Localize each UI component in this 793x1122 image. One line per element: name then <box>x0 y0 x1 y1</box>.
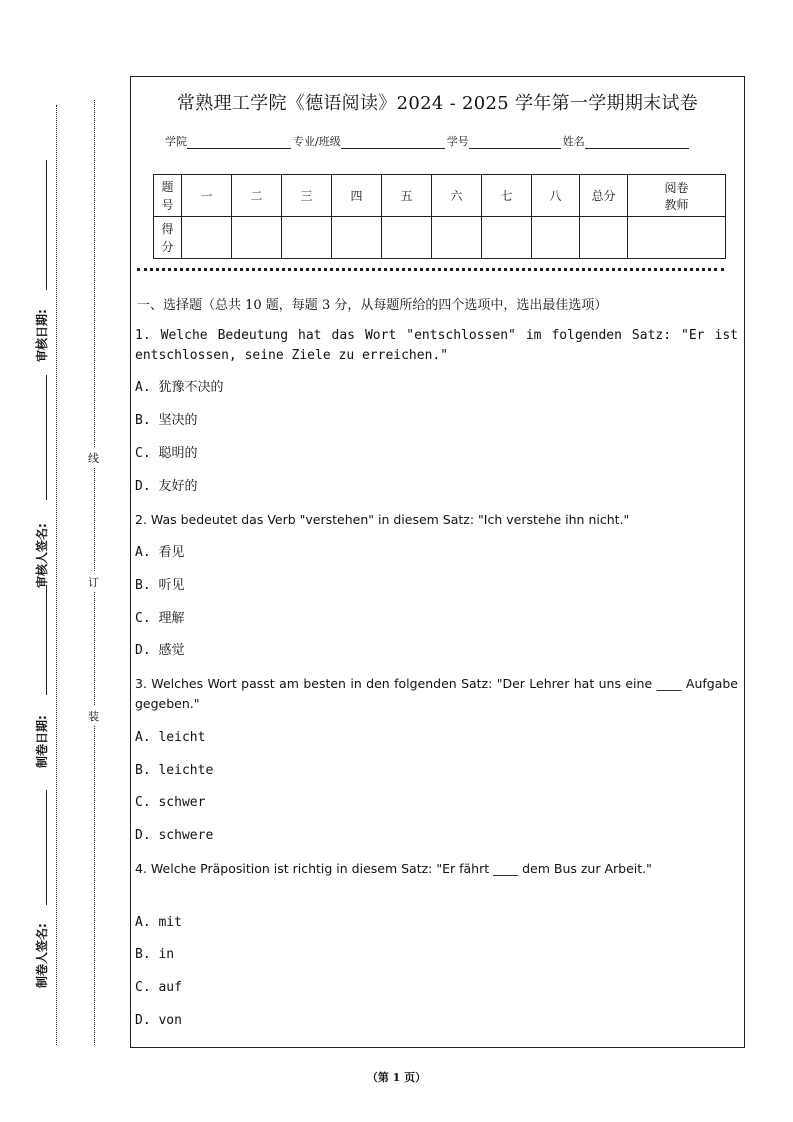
option-item[interactable]: A. mit <box>135 915 182 930</box>
option-item[interactable]: D. von <box>135 1013 182 1028</box>
option-item[interactable]: B. 坚决的 <box>135 413 198 428</box>
make-date-label: 制卷日期: <box>35 715 49 768</box>
student-info-row <box>165 133 691 149</box>
score-cell[interactable] <box>482 217 532 259</box>
section-heading: 一、选择题（总共 10 题，每题 3 分，从每题所给的四个选项中，选出最佳选项） <box>137 298 608 313</box>
score-cell[interactable] <box>232 217 282 259</box>
maker-sign-line <box>46 790 47 905</box>
option-item[interactable]: D. 感觉 <box>135 643 185 658</box>
score-column-header: 八 <box>532 175 580 217</box>
major-field[interactable] <box>341 136 445 149</box>
name-label: 姓名 <box>562 135 585 148</box>
score-row-label: 得分 <box>154 217 182 259</box>
score-column-header: 六 <box>432 175 482 217</box>
score-column-header: 五 <box>382 175 432 217</box>
make-date-line <box>46 585 47 695</box>
exam-paper-frame <box>130 76 745 1048</box>
section-separator <box>137 268 724 271</box>
binding-char-ding: 订 <box>88 572 99 592</box>
score-column-header: 四 <box>332 175 382 217</box>
college-label: 学院 <box>165 135 187 148</box>
score-cell[interactable] <box>432 217 482 259</box>
exam-title: 常熟理工学院《德语阅读》2024 - 2025 学年第一学期期末试卷 <box>176 93 699 114</box>
score-column-header: 三 <box>282 175 332 217</box>
name-field[interactable] <box>585 136 689 149</box>
option-item[interactable]: D. 友好的 <box>135 479 198 494</box>
binding-char-line: 线 <box>88 448 99 468</box>
option-item[interactable]: D. schwere <box>135 828 214 843</box>
reviewer-sign-line <box>46 375 47 500</box>
reviewer-sign-label: 审核人签名: <box>35 523 49 588</box>
grader-header: 阅卷 教师 <box>628 175 726 217</box>
score-column-header: 七 <box>482 175 532 217</box>
total-score-header: 总分 <box>580 175 628 217</box>
option-item[interactable]: A. 看见 <box>135 545 185 560</box>
college-field[interactable] <box>187 136 291 149</box>
score-table <box>153 174 726 259</box>
student-id-field[interactable] <box>469 136 561 149</box>
score-table-score-row <box>154 217 726 259</box>
major-label: 专业/班级 <box>293 135 341 148</box>
option-item[interactable]: B. leichte <box>135 763 214 778</box>
score-cell[interactable] <box>182 217 232 259</box>
binding-char-zhuang: 装 <box>88 706 99 726</box>
page-number: （第 1 页） <box>366 1071 427 1084</box>
option-item[interactable]: C. auf <box>135 980 182 995</box>
score-column-header: 一 <box>182 175 232 217</box>
option-item[interactable]: A. 犹豫不决的 <box>135 380 224 395</box>
score-cell[interactable] <box>282 217 332 259</box>
maker-sign-label: 制卷人签名: <box>35 923 49 988</box>
question-stem: 4. Welche Präposition ist richtig in diesem Satz: "Er fährt ____ dem Bus zur Arbeit." <box>135 861 652 876</box>
review-date-label: 审核日期: <box>35 309 49 362</box>
score-cell[interactable] <box>332 217 382 259</box>
option-item[interactable]: B. in <box>135 947 175 962</box>
option-item[interactable]: C. schwer <box>135 795 206 810</box>
question-stem: 1. Welche Bedeutung hat das Wort "entschlossen" im folgenden Satz: "Er ist entschlossen, seine Ziele zu erreichen." <box>135 328 738 363</box>
question-number-label: 题号 <box>154 175 182 217</box>
question-stem: 3. Welches Wort passt am besten in den folgenden Satz: "Der Lehrer hat uns eine ____ Aufgabe gegeben." <box>135 676 738 711</box>
score-table-header-row <box>154 175 726 217</box>
option-item[interactable]: B. 听见 <box>135 578 185 593</box>
review-date-line <box>46 160 47 290</box>
score-cell[interactable] <box>382 217 432 259</box>
option-item[interactable]: C. 理解 <box>135 611 185 626</box>
total-score-cell[interactable] <box>580 217 628 259</box>
option-item[interactable]: C. 聪明的 <box>135 446 198 461</box>
grader-cell[interactable] <box>628 217 726 259</box>
option-item[interactable]: A. leicht <box>135 730 206 745</box>
score-cell[interactable] <box>532 217 580 259</box>
score-column-header: 二 <box>232 175 282 217</box>
outer-cut-line <box>56 105 57 1045</box>
question-stem: 2. Was bedeutet das Verb "verstehen" in diesem Satz: "Ich verstehe ihn nicht." <box>135 512 630 527</box>
student-id-label: 学号 <box>446 135 469 148</box>
